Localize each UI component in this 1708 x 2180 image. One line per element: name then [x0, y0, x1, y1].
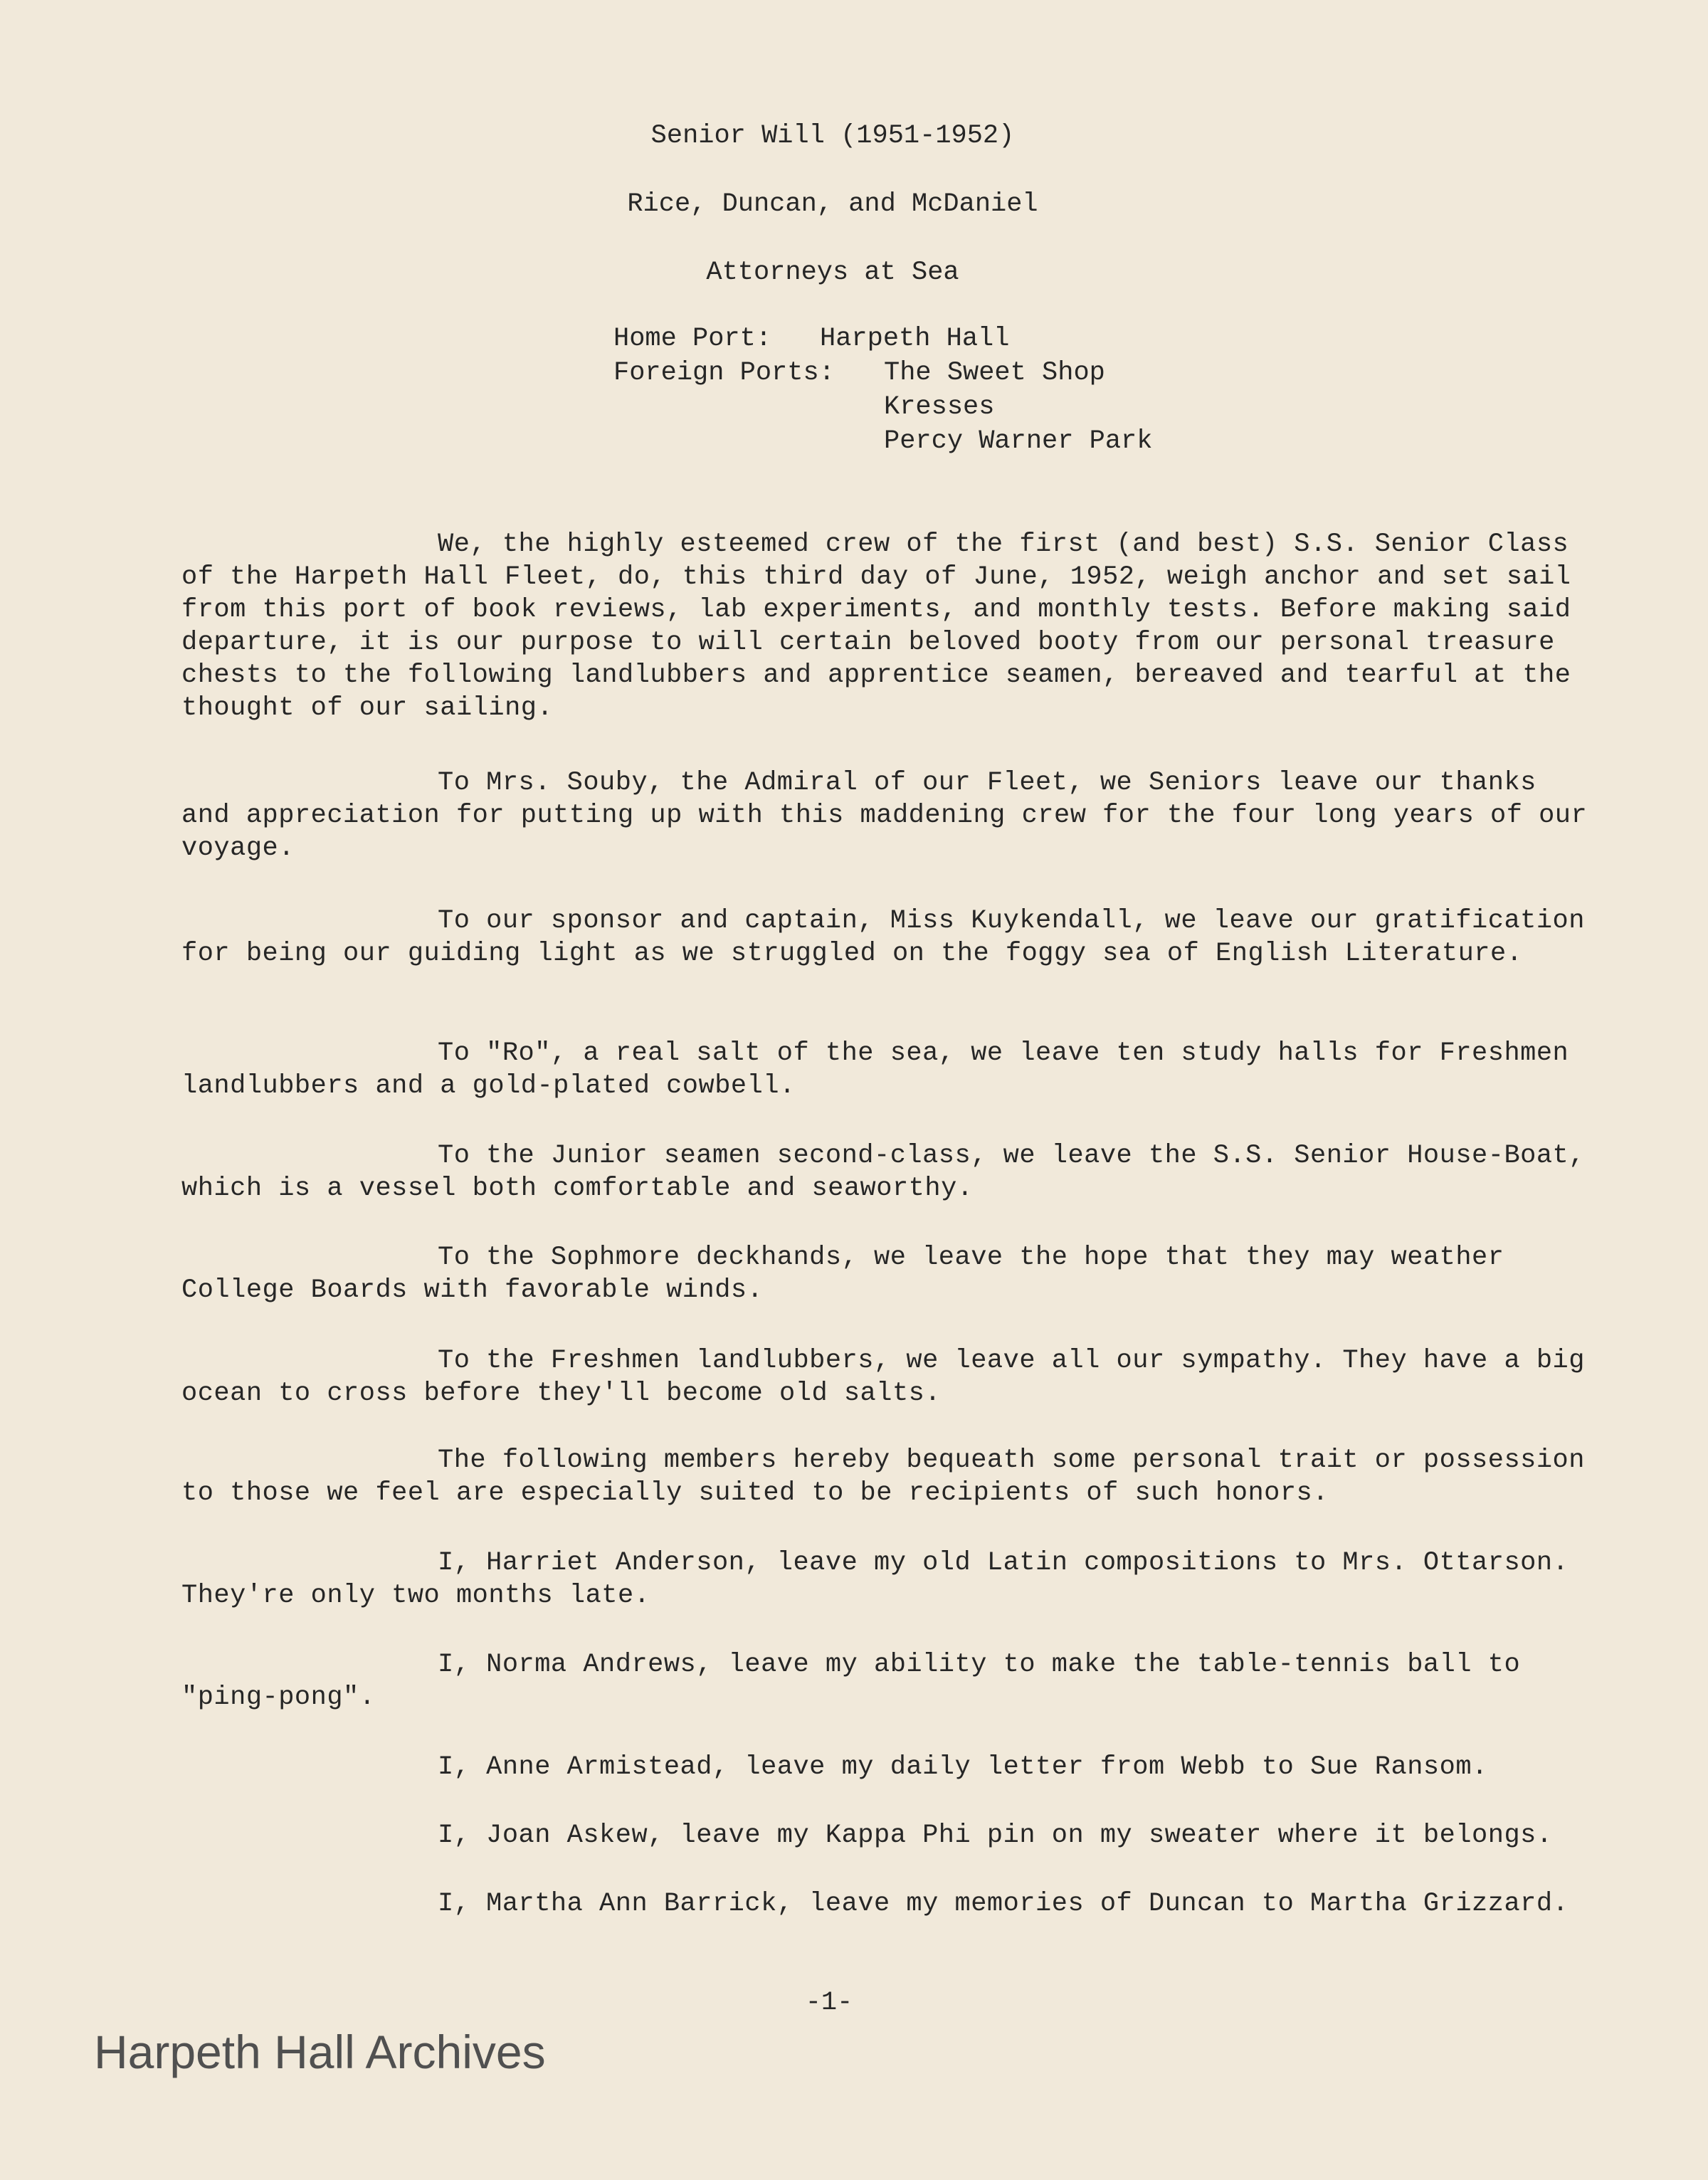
home-port: Harpeth Hall: [820, 324, 1010, 354]
foreign-port: Kresses: [884, 392, 995, 422]
page-number: -1-: [805, 1988, 853, 2018]
paragraph-preamble: We, the highly esteemed crew of the first (and best) S.S. Senior Class of the Harpeth Hall Fleet, do, this third day of June, 1952, weigh anchor and set sail from this port of book reviews, lab experiments, and monthly tests. Before making said departure, it is our purpose to will certain beloved booty from our personal treasure chests to the following landlubbers and apprentice seamen, bereaved and tearful at the thought of our sailing.: [181, 530, 1571, 723]
paragraph-will: To the Sophmore deckhands, we leave the hope that they may weather College Boards with favorable winds.: [181, 1243, 1504, 1305]
ports-block: [613, 322, 1152, 458]
paragraph-will: To Mrs. Souby, the Admiral of our Fleet, we Seniors leave our thanks and appreciation for putting up with this maddening crew for the four long years of our voyage.: [181, 768, 1588, 863]
paragraph-will: To the Freshmen landlubbers, we leave all our sympathy. They have a big ocean to cross before they'll become old salts.: [181, 1346, 1585, 1408]
paragraph-will: To the Junior seamen second-class, we leave the S.S. Senior House-Boat, which is a vessel both comfortable and seaworthy.: [181, 1141, 1585, 1204]
firm-subtitle: Attorneys at Sea: [706, 258, 959, 288]
foreign-port: The Sweet Shop: [884, 358, 1105, 388]
firm-name: Rice, Duncan, and McDaniel: [627, 189, 1038, 219]
paragraph-will: I, Martha Ann Barrick, leave my memories of Duncan to Martha Grizzard.: [438, 1889, 1569, 1919]
paragraph-will: To our sponsor and captain, Miss Kuykendall, we leave our gratification for being our guiding light as we struggled on the foggy sea of English Literature.: [181, 906, 1585, 969]
archives-watermark: Harpeth Hall Archives: [94, 2026, 546, 2078]
document-title: Senior Will (1951-1952): [650, 121, 1015, 151]
paragraph-will: I, Anne Armistead, leave my daily letter from Webb to Sue Ransom.: [438, 1752, 1488, 1782]
paragraph-will: I, Harriet Anderson, leave my old Latin compositions to Mrs. Ottarson. They're only two months late.: [181, 1548, 1569, 1611]
foreign-port: Percy Warner Park: [884, 426, 1153, 456]
paragraph-will: The following members hereby bequeath some personal trait or possession to those we feel are especially suited to be recipients of such honors.: [181, 1446, 1585, 1508]
paragraph-will: To "Ro", a real salt of the sea, we leave ten study halls for Freshmen landlubbers and a gold-plated cowbell.: [181, 1038, 1569, 1101]
paragraph-will: I, Norma Andrews, leave my ability to make the table-tennis ball to "ping-pong".: [181, 1650, 1521, 1712]
paragraph-will: I, Joan Askew, leave my Kappa Phi pin on my sweater where it belongs.: [438, 1821, 1553, 1850]
foreign-ports-label: Foreign Ports:: [613, 358, 835, 388]
home-port-label: Home Port:: [613, 324, 772, 354]
